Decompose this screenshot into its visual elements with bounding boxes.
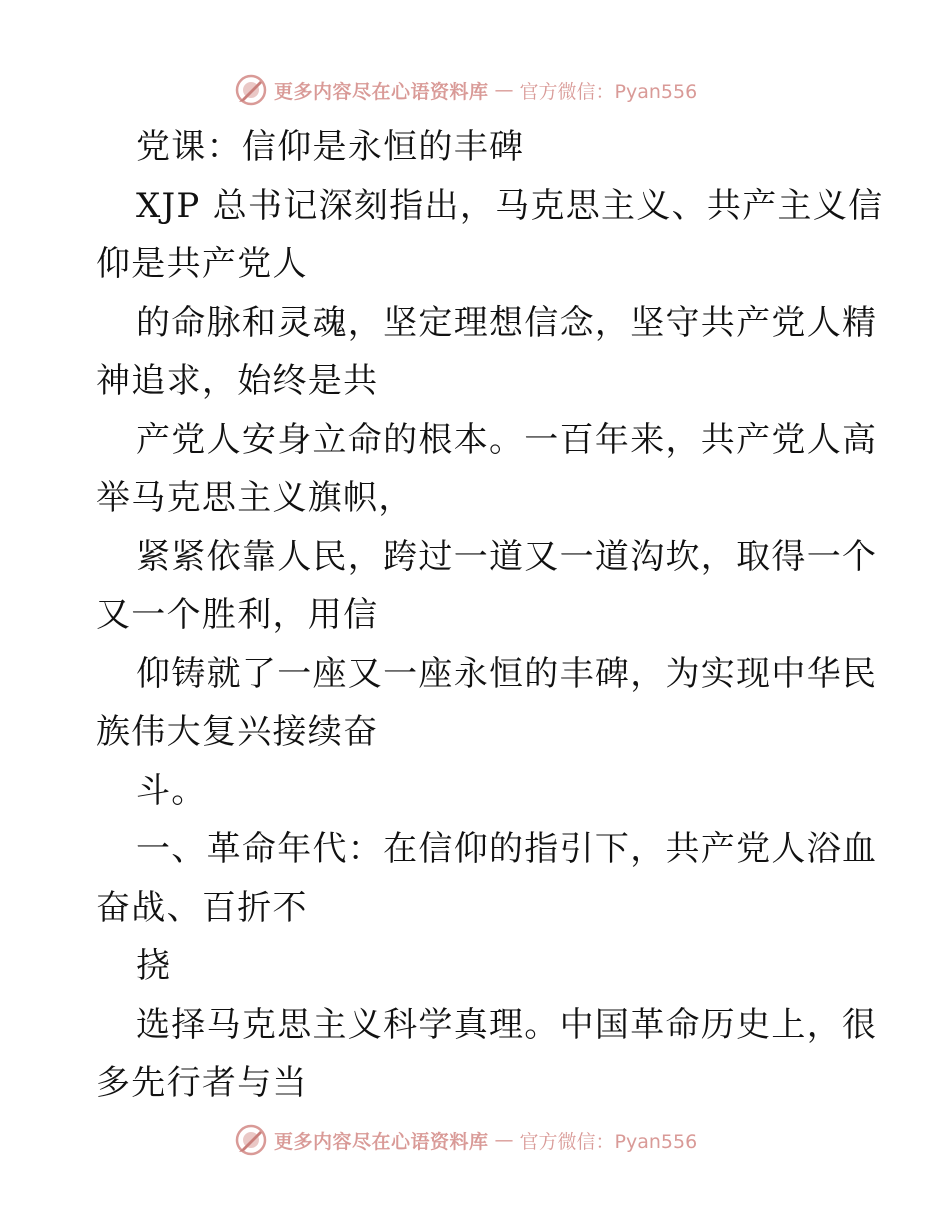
watermark-site-text: 更多内容尽在心语资料库 xyxy=(274,80,489,103)
watermark-wechat-text: 官方微信：Pyan556 xyxy=(519,80,698,103)
pen-circle-logo-icon xyxy=(234,73,268,107)
text-line: 神追求，始终是共 xyxy=(96,361,379,401)
text-line: 仰是共产党人 xyxy=(96,244,308,284)
watermark-dash: — xyxy=(494,1129,514,1151)
document-title: 党课：信仰是永恒的丰碑 xyxy=(136,127,525,167)
pen-circle-logo-icon xyxy=(234,1123,268,1157)
text-line: 产党人安身立命的根本。一百年来，共产党人高 xyxy=(136,419,878,460)
text-line: 紧紧依靠人民，跨过一道又一道沟坎，取得一个 xyxy=(136,536,878,577)
footer-watermark xyxy=(234,1123,697,1157)
text-line: 斗。 xyxy=(136,770,207,811)
text-line: 挠 xyxy=(136,946,172,986)
text-line: XJP 总书记深刻指出，马克思主义、共产主义信 xyxy=(136,185,884,226)
text-line: 仰铸就了一座又一座永恒的丰碑，为实现中华民 xyxy=(136,653,878,694)
text-line: 又一个胜利，用信 xyxy=(96,595,379,635)
text-line: 奋战、百折不 xyxy=(96,887,308,928)
text-line: 多先行者与当 xyxy=(96,1063,308,1103)
watermark-site-text: 更多内容尽在心语资料库 xyxy=(274,1130,489,1153)
watermark-dash: — xyxy=(494,79,514,101)
watermark-wechat-text: 官方微信：Pyan556 xyxy=(519,1130,698,1153)
text-line: 的命脉和灵魂，坚定理想信念，坚守共产党人精 xyxy=(136,302,878,343)
text-line: 族伟大复兴接续奋 xyxy=(96,712,379,752)
header-watermark xyxy=(234,73,697,107)
section-heading: 一、革命年代：在信仰的指引下，共产党人浴血 xyxy=(136,829,878,869)
text-line: 举马克思主义旗帜， xyxy=(96,478,414,518)
text-line: 选择马克思主义科学真理。中国革命历史上，很 xyxy=(136,1004,878,1045)
document-body xyxy=(96,118,884,1113)
